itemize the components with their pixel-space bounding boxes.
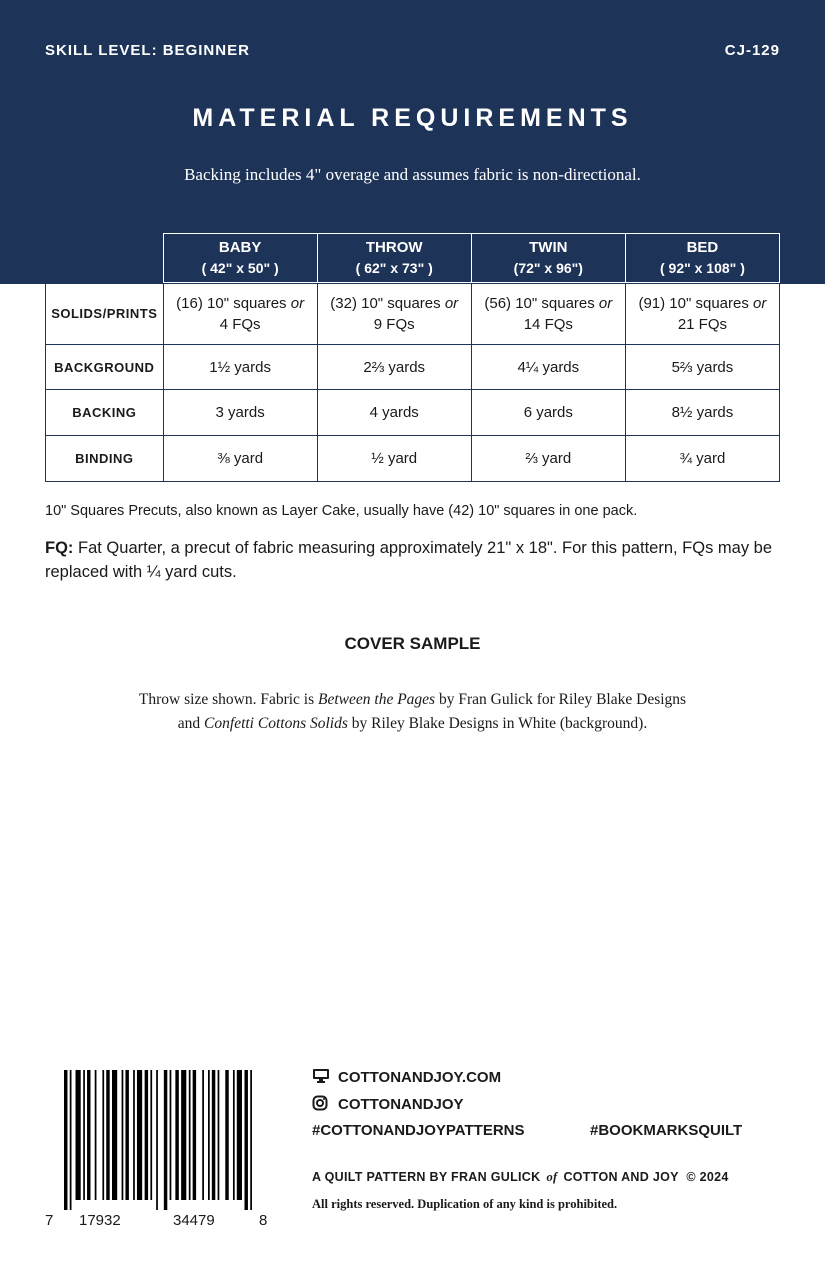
table-cell: (56) 10" squares or 14 FQs [471,283,625,345]
cover-sample-title: COVER SAMPLE [344,634,481,653]
barcode-bar [106,1070,109,1200]
table-row [46,283,780,345]
column-twin [471,234,625,283]
fq-text: Fat Quarter, a precut of fabric measuring approximately 21" x 18". For this pattern, FQs may be replaced with ¼ yard cuts. [45,539,773,581]
barcode-bar [175,1070,178,1200]
cover-sample-text: Throw size shown. Fabric is Between the Pages by Fran Gulick for Riley Blake Designs and Confetti Cottons Solids by Riley Blake Designs in White (background). [138,691,687,732]
fq-label: FQ: [45,539,74,557]
skill-level: SKILL LEVEL: BEGINNER [45,42,250,59]
column-name: TWIN [529,239,568,256]
table-cell: (32) 10" squares or 9 FQs [317,283,471,345]
column-name: THROW [365,239,423,256]
table-cell: 4¼ yards [471,345,625,390]
table-cell: (16) 10" squares or 4 FQs [163,283,317,345]
table-row [46,436,780,482]
barcode-bar [112,1070,117,1200]
barcode-bar [95,1070,97,1200]
table-cell: 8½ yards [625,390,779,436]
barcode-bar [193,1070,196,1200]
table-cell: 1½ yards [163,345,317,390]
barcode-bar [156,1070,158,1210]
page-title: MATERIAL REQUIREMENTS [192,104,633,132]
barcode-bar [208,1070,210,1200]
column-throw [317,234,471,283]
instagram-handle[interactable]: COTTONANDJOY [338,1095,464,1113]
column-dims: (72" x 96") [513,260,583,276]
pattern-code: CJ-129 [724,42,780,59]
table-cell: (91) 10" squares or 21 FQs [625,283,779,345]
fq-note [45,536,785,584]
barcode-bar [122,1070,124,1200]
table-cell: 5⅔ yards [625,345,779,390]
barcode-digit: 17932 [79,1212,121,1229]
rights-notice: All rights reserved. Duplication of any kind is prohibited. [312,1197,618,1211]
barcode [64,1070,256,1210]
website-line[interactable] [312,1068,501,1088]
barcode-digits [45,1212,270,1232]
barcode-bar [225,1070,228,1200]
table-cell: ⅔ yard [471,436,625,482]
barcode-digit: 7 [45,1212,54,1229]
instagram-icon [312,1095,330,1115]
barcode-bar [76,1070,81,1200]
table-row [46,390,780,436]
barcode-bar [212,1070,215,1200]
table-cell: 6 yards [471,390,625,436]
precuts-note: 10" Squares Precuts, also known as Layer Cake, usually have (42) 10" squares in one pack. [45,503,638,519]
barcode-bar [87,1070,90,1200]
website-link[interactable]: COTTONANDJOY.COM [338,1068,502,1086]
hashtag-quilt: #BOOKMARKSQUILT [590,1122,743,1139]
column-bed [625,234,779,283]
table-cell: 3 yards [163,390,317,436]
barcode-bar [102,1070,104,1200]
table-row [46,345,780,390]
row-label: BACKGROUND [46,345,164,390]
barcode-bar [145,1070,148,1200]
table-cell: ⅜ yard [163,436,317,482]
barcode-bar [164,1070,167,1210]
barcode-bar [133,1070,135,1200]
column-dims: ( 92" x 108" ) [659,260,745,276]
column-dims: ( 62" x 73" ) [355,260,433,276]
hashtag-patterns: #COTTONANDJOYPATTERNS [312,1122,525,1139]
barcode-bar [237,1070,242,1200]
barcode-bar [244,1070,247,1210]
column-baby [163,234,317,283]
column-name: BABY [218,239,262,256]
row-label: SOLIDS/PRINTS [46,283,164,345]
barcode-bar [170,1070,172,1200]
barcode-bar [218,1070,220,1200]
requirements-table [45,233,780,482]
column-dims: ( 42" x 50" ) [201,260,279,276]
row-label: BACKING [46,390,164,436]
barcode-bar [233,1070,235,1200]
barcode-bar [250,1070,252,1210]
table-corner [46,234,164,283]
barcode-bar [189,1070,191,1200]
table-cell: 4 yards [317,390,471,436]
barcode-digit: 34479 [173,1212,215,1229]
barcode-digit: 8 [259,1212,268,1229]
barcode-bar [125,1070,128,1200]
backing-note: Backing includes 4" overage and assumes fabric is non-directional. [184,165,641,184]
table-cell: ½ yard [317,436,471,482]
barcode-bar [83,1070,85,1200]
barcode-bar [70,1070,72,1210]
barcode-bar [137,1070,142,1200]
table-cell: 2⅔ yards [317,345,471,390]
table-cell: ¾ yard [625,436,779,482]
barcode-bar [150,1070,152,1200]
barcode-bar [202,1070,204,1200]
barcode-bar [181,1070,186,1200]
pattern-credit: A QUILT PATTERN BY FRAN GULICK of COTTON AND JOY © 2024 [312,1170,729,1184]
monitor-icon [312,1068,330,1088]
row-label: BINDING [46,436,164,482]
instagram-line[interactable] [312,1095,464,1115]
barcode-bar [64,1070,67,1210]
column-name: BED [686,239,719,256]
